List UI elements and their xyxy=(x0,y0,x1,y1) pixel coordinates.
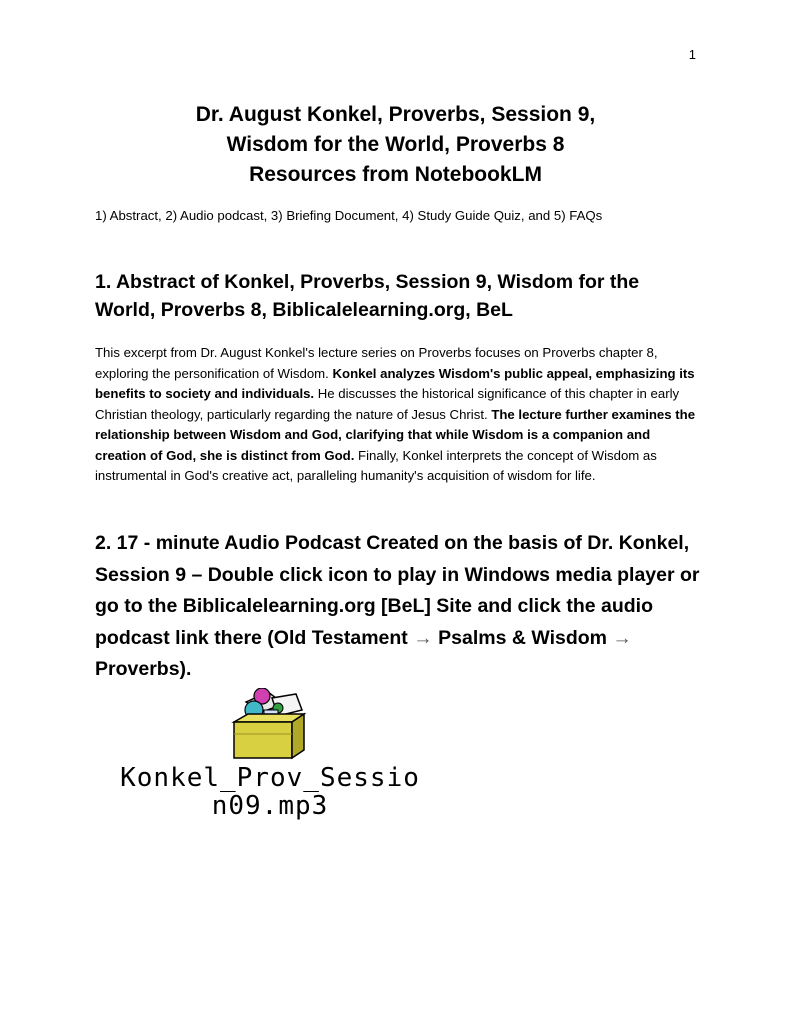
title-line-1: Dr. August Konkel, Proverbs, Session 9, xyxy=(195,103,596,126)
arrow-right-icon: → xyxy=(413,626,433,649)
file-label-line-1: Konkel_Prov_Sessio xyxy=(120,763,420,793)
title-line-2: Wisdom for the World, Proverbs 8 xyxy=(226,133,565,156)
arrow-right-icon: → xyxy=(612,626,632,649)
podcast-heading-text-3: Proverbs). xyxy=(95,658,192,680)
abstract-body xyxy=(95,343,700,487)
audio-file-icon[interactable] xyxy=(218,688,318,764)
abstract-bold-2: The lecture further examines the relationship between Wisdom and God, clarifying that while Wisdom is a companion and creation of God, she is distinct from God. xyxy=(95,406,696,463)
title-line-3: Resources from NotebookLM xyxy=(249,163,542,186)
abstract-bold-1: Konkel analyzes Wisdom's public appeal, emphasizing its benefits to society and individuals. xyxy=(95,365,695,401)
podcast-heading-text-1: 2. 17 - minute Audio Podcast Created on the basis of Dr. Konkel, Session 9 – Double click icon to play in Windows media player or go to the Biblicalelearning.org [BeL] Site and click the audio podcast link there (Old Testament xyxy=(95,532,700,649)
abstract-text-2: He discusses the historical significance of this chapter in early Christian theology, particularly regarding the nature of Jesus Christ. xyxy=(95,386,680,422)
podcast-heading-text-2: Psalms & Wisdom xyxy=(432,626,613,649)
resources-list: 1) Abstract, 2) Audio podcast, 3) Briefing Document, 4) Study Guide Quiz, and 5) FAQs xyxy=(95,208,603,223)
package-icon xyxy=(218,688,318,764)
abstract-text-1: This excerpt from Dr. August Konkel's lecture series on Proverbs focuses on Proverbs chapter 8, exploring the personification of Wisdom. xyxy=(95,345,658,381)
abstract-heading: 1. Abstract of Konkel, Proverbs, Session 9, Wisdom for the World, Proverbs 8, Biblicalelearning.org, BeL xyxy=(95,271,640,321)
page-number: 1 xyxy=(688,47,696,62)
title-block xyxy=(0,100,791,190)
abstract-text-3: Finally, Konkel interprets the concept of Wisdom as instrumental in God's creative act, paralleling humanity's acquisition of wisdom for life. xyxy=(95,447,657,483)
audio-file-label[interactable] xyxy=(90,764,450,820)
file-label-line-2: n09.mp3 xyxy=(211,791,329,821)
podcast-heading xyxy=(95,528,705,686)
